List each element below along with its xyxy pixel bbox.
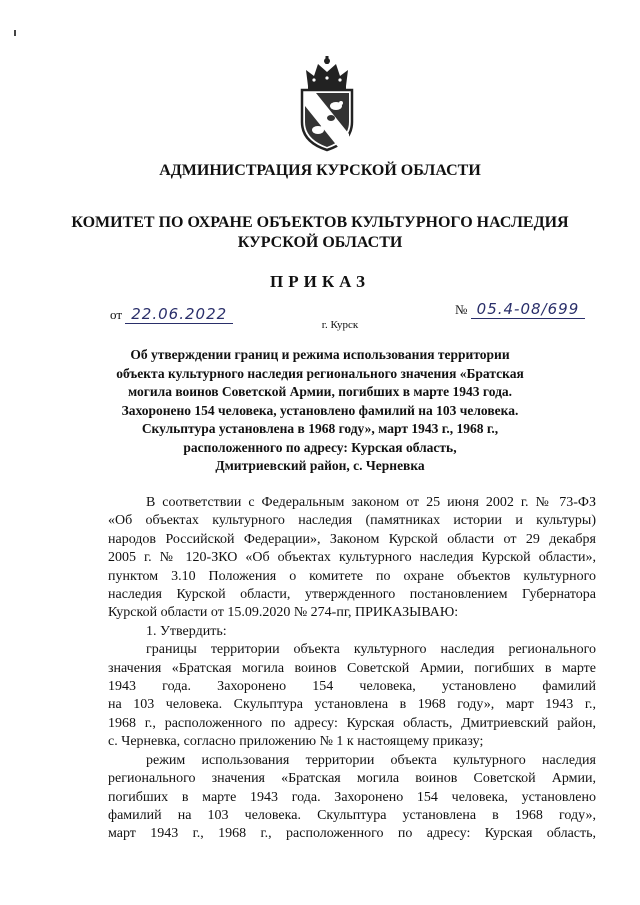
subject-line: Об утверждении границ и режима использования территории	[130, 347, 510, 362]
committee-title	[60, 213, 580, 253]
coat-of-arms-icon	[296, 56, 358, 152]
body-line: регионального значения «Братская могила воинов Советской Армии,	[108, 771, 596, 787]
order-subject	[110, 346, 530, 476]
body-line: значения «Братская могила воинов Советской Армии, погибших в марте	[108, 660, 596, 676]
body-line: 2005 г. № 120-ЗКО «Об объектах культурного наследия Курской области»,	[108, 550, 596, 566]
subject-line: могила воинов Советской Армии, погибших в марте 1943 года.	[127, 384, 513, 399]
subject-line: Скульптура установлена в 1968 году», март 1943 г., 1968 г.,	[141, 421, 499, 436]
document-type: ПРИКАЗ	[270, 272, 370, 291]
order-number	[455, 300, 585, 318]
body-line: Курской области от 15.09.2020 № 274-пг, ПРИКАЗЫВАЮ:	[108, 605, 459, 621]
order-body	[108, 494, 596, 844]
handwritten-number: 05.4-08/699	[471, 300, 586, 319]
body-line: фамилий на 103 человека. Скульптура установлена в 1968 году»,	[108, 807, 596, 823]
subject-line: объекта культурного наследия регионального значения «Братская	[116, 365, 524, 381]
body-line: погибших в марте 1943 года. Захоронено 154 человека, установлено	[108, 789, 596, 805]
committee-title-line: КОМИТЕТ ПО ОХРАНЕ ОБЪЕКТОВ КУЛЬТУРНОГО НАСЛЕДИЯ	[71, 214, 569, 231]
body-line: 1943 года. Захоронено 154 человека, установлено фамилий	[108, 679, 596, 695]
body-line: режим использования территории объекта культурного наследия	[146, 752, 596, 768]
body-line: народов Российской Федерации», Законом Курской области от 29 декабря	[108, 531, 596, 547]
body-line: В соответствии с Федеральным законом от 25 июня 2002 г. № 73-ФЗ	[146, 495, 596, 510]
body-line: наследия Курской области, утвержденного постановлением Губернатора	[108, 587, 596, 603]
subject-line: расположенного по адресу: Курская область,	[183, 439, 457, 455]
body-line: с. Черневка, согласно приложению № 1 к настоящему приказу;	[108, 734, 484, 750]
body-line: март 1943 г., 1968 г., расположенного по адресу: Курская область,	[108, 826, 596, 842]
number-prefix: №	[455, 302, 468, 317]
body-line: пунктом 3.10 Положения о комитете по охране объектов культурного	[108, 568, 596, 584]
body-line: 1. Утвердить:	[146, 623, 227, 639]
date-prefix: от	[110, 307, 123, 322]
subject-line: Захоронено 154 человека, установлено фамилий на 103 человека.	[121, 402, 519, 418]
subject-line: Дмитриевский район, с. Черневка	[215, 458, 425, 473]
body-line: границы территории объекта культурного наследия регионального	[146, 642, 596, 658]
administration-title: АДМИНИСТРАЦИЯ КУРСКОЙ ОБЛАСТИ	[159, 162, 481, 179]
handwritten-date: 22.06.2022	[125, 305, 233, 324]
city-label: г. Курск	[321, 319, 359, 331]
body-line: «Об объектах культурного наследия (памятниках истории и культуры)	[108, 513, 596, 529]
body-line: на 103 человека. Скульптура установлена в 1968 году», март 1943 г.,	[108, 697, 596, 713]
body-line: 1968 г., расположенного по адресу: Курская область, Дмитриевский район,	[108, 715, 596, 731]
scan-mark	[14, 30, 16, 36]
committee-title-line: КУРСКОЙ ОБЛАСТИ	[237, 234, 403, 251]
